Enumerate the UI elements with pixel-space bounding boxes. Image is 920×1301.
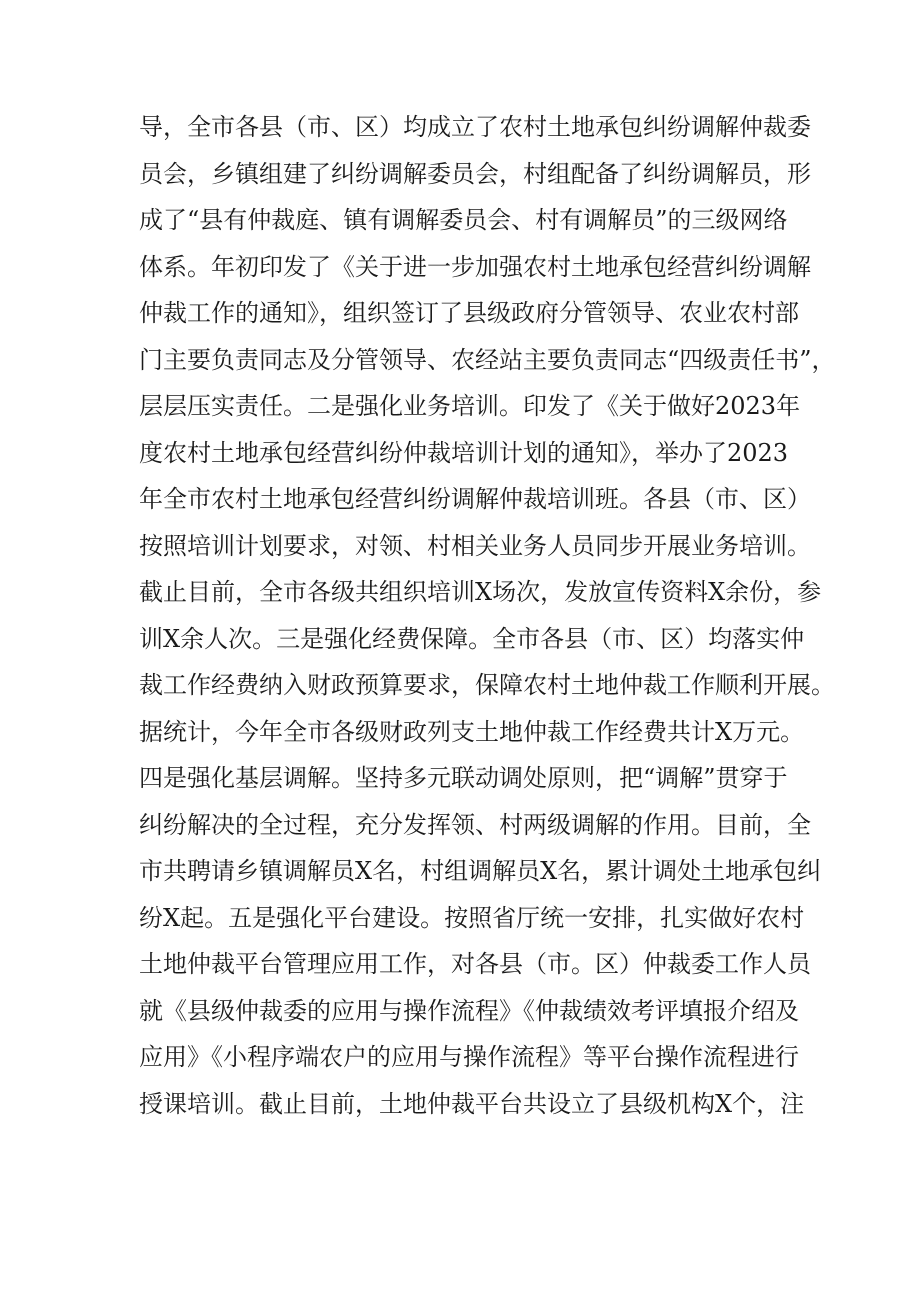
text-line: 土地仲裁平台管理应用工作，对各县（市。区）仲裁委工作人员 — [139, 950, 811, 978]
text-line: 门主要负责同志及分管领导、农经站主要负责同志“四级责任书”， — [139, 345, 836, 374]
text-line: 据统计，今年全市各级财政列支土地仲裁工作经费共计X万元。 — [139, 717, 805, 746]
text-line: 训X余人次。三是强化经费保障。全市各县（市、区）均落实仲 — [139, 624, 805, 653]
text-line: 截止目前，全市各级共组织培训X场次，发放宣传资料X余份，参 — [139, 578, 822, 606]
text-line: 度农村土地承包经营纠纷仲裁培训计划的通知》，举办了2023 — [139, 438, 789, 467]
text-line: 授课培训。截止目前，土地仲裁平台共设立了县级机构X个，注 — [139, 1089, 805, 1118]
text-line: 层层压实责任。二是强化业务培训。印发了《关于做好2023年 — [139, 392, 801, 420]
text-line: 体系。年初印发了《关于进一步加强农村土地承包经营纠纷调解 — [139, 252, 811, 281]
text-line: 四是强化基层调解。坚持多元联动调处原则，把“调解”贯穿于 — [139, 764, 788, 792]
text-line: 导，全市各县（市、区）均成立了农村土地承包纠纷调解仲裁委 — [139, 113, 811, 141]
body-text — [139, 104, 836, 1127]
text-line: 应用》《小程序端农户的应用与操作流程》等平台操作流程进行 — [139, 1043, 799, 1071]
text-line: 就《县级仲裁委的应用与操作流程》《仲裁绩效考评填报介绍及 — [139, 996, 799, 1025]
text-line: 纠纷解决的全过程，充分发挥领、村两级调解的作用。目前，全 — [139, 810, 811, 839]
text-line: 年全市农村土地承包经营纠纷调解仲裁培训班。各县（市、区） — [139, 485, 811, 513]
text-line: 按照培训计划要求，对领、村相关业务人员同步开展业务培训。 — [139, 531, 811, 560]
text-line: 仲裁工作的通知》，组织签订了县级政府分管领导、农业农村部 — [139, 299, 799, 327]
text-line: 纷X起。五是强化平台建设。按照省厅统一安排，扎实做好农村 — [139, 903, 805, 932]
text-line: 成了“县有仲裁庭、镇有调解委员会、村有调解员”的三级网络 — [139, 206, 788, 234]
text-line: 市共聘请乡镇调解员X名，村组调解员X名，累计调处土地承包纠 — [139, 857, 822, 885]
text-line: 裁工作经费纳入财政预算要求，保障农村土地仲裁工作顺利开展。 — [139, 671, 835, 699]
text-line: 员会，乡镇组建了纠纷调解委员会，村组配备了纠纷调解员，形 — [139, 159, 811, 188]
